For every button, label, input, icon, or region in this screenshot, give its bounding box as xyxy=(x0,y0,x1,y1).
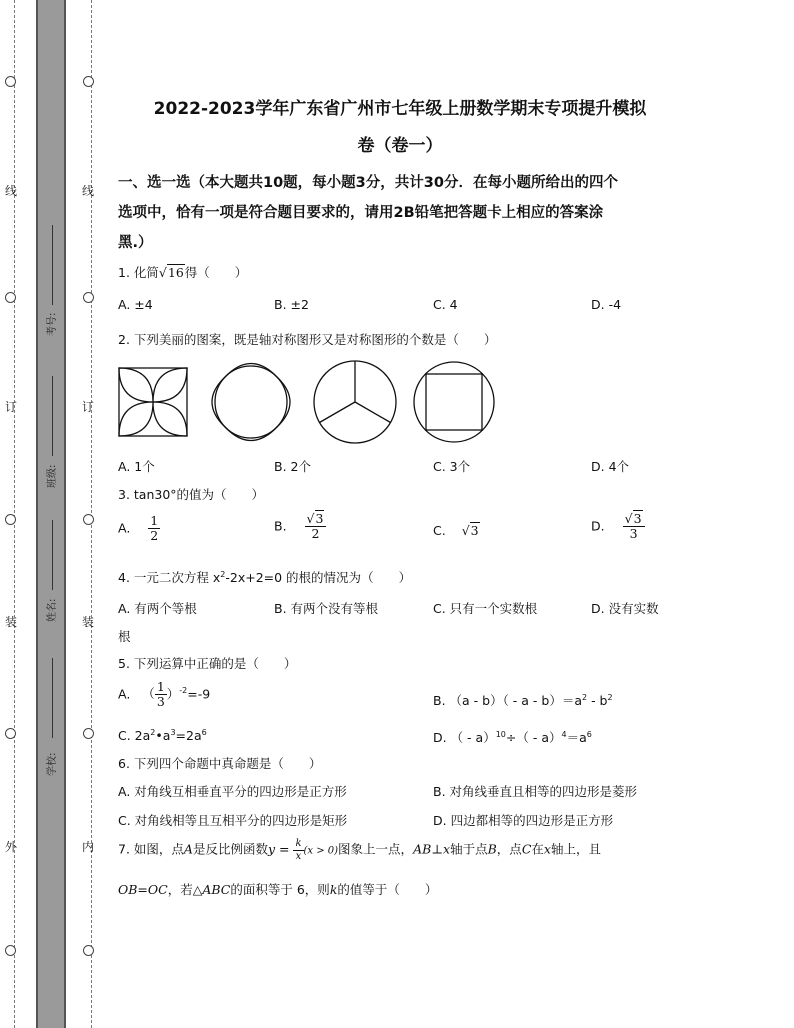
school-label: 学校: xyxy=(47,752,58,776)
binding-hole xyxy=(83,514,94,525)
option-c: C. $2a^2•a^3=2a^6$ xyxy=(118,728,207,744)
option-d: D. $\frac{√3}{3}$ xyxy=(591,512,645,542)
figure-square-petals xyxy=(119,368,187,436)
option-c: C. 对角线相等且互相平分的四边形是矩形 xyxy=(118,813,348,828)
section-heading: 选项中，恰有一项是符合题目要求的，请用2B铅笔把答题卡上相应的答案涂 xyxy=(118,205,604,221)
fraction: $\frac{k}{x}$ xyxy=(295,838,302,862)
question-2: 2. 下列美丽的图案，既是轴对称图形又是对称图形的个数是（ ） xyxy=(118,332,497,347)
inner-char: 订 xyxy=(82,400,95,414)
option-b: B. 对角线垂直且相等的四边形是菱形 xyxy=(433,784,638,799)
binding-hole xyxy=(5,76,16,87)
sqrt-expression: √3 xyxy=(461,523,479,538)
page-title: 2022-2023学年广东省广州市七年级上册数学期末专项提升模拟 xyxy=(153,99,647,119)
inner-char: 内 xyxy=(82,840,95,854)
section-heading: 一、选一选（本大题共10题，每小题3分，共计30分．在每小题所给出的四个 xyxy=(118,175,618,191)
question-4: 4. 一元二次方程 $x^2-2x+2=0$ 的根的情况为（ ） xyxy=(118,569,412,585)
figure-circle-thirds xyxy=(314,361,396,443)
option-d: D. 4个 xyxy=(591,459,630,474)
binding-hole xyxy=(83,945,94,956)
class-label: 班级: xyxy=(47,464,58,488)
option-b: B. $\frac{√3}{2}$ xyxy=(274,512,326,542)
option-c: C. √3 xyxy=(433,523,479,538)
figure-square-in-circle xyxy=(414,362,494,442)
exam-number-blank xyxy=(52,225,53,305)
question-7: 7. 如图，点A是反比例函数y = $\frac{k}{x}$ (x > 0)图象上一点，AB⊥x轴于点B，点C在x轴上，且 xyxy=(118,838,601,862)
option-a: A. $\frac{1}{2}$ xyxy=(118,513,159,544)
question-1: 1. 化简√16得（ ） xyxy=(118,265,248,280)
option-d: D. 四边都相等的四边形是正方形 xyxy=(433,813,614,828)
sqrt-expression: √16 xyxy=(158,265,184,280)
binding-band xyxy=(36,0,66,1028)
option-d: D. （ - $a)^{10}\div( - a)^4=a^6$ xyxy=(433,729,592,745)
option-b: B. 有两个没有等根 xyxy=(274,601,379,616)
exam-number-label: 考号: xyxy=(47,312,58,336)
inner-char: 装 xyxy=(82,615,95,629)
question-5: 5. 下列运算中正确的是（ ） xyxy=(118,656,297,671)
binding-hole xyxy=(83,292,94,303)
outer-char: 订 xyxy=(5,400,18,414)
outer-char: 装 xyxy=(5,615,18,629)
fraction: $\frac{1}{3}$ xyxy=(156,679,165,710)
option-c: C. 只有一个实数根 xyxy=(433,601,538,616)
outer-cut-line xyxy=(14,0,15,1028)
figure-circle-arcs xyxy=(212,364,290,441)
fraction: $\frac{1}{2}$ xyxy=(150,513,159,544)
fraction: $\frac{√3}{2}$ xyxy=(305,512,327,542)
option-a: A. ±4 xyxy=(118,297,153,312)
question-7-line2: OB=OC，若△ABC的面积等于 6，则k的值等于（ ） xyxy=(118,882,438,897)
option-a: A. （ $\frac{1}{3}$ ）$^{-2}$=-9 xyxy=(118,679,211,710)
option-a: A. 对角线互相垂直平分的四边形是正方形 xyxy=(118,784,347,799)
option-d: D. -4 xyxy=(591,297,622,312)
fraction: $\frac{√3}{3}$ xyxy=(623,512,645,542)
option-a: A. 1个 xyxy=(118,459,155,474)
name-label: 姓名: xyxy=(47,598,58,622)
option-a: A. 有两个等根 xyxy=(118,601,197,616)
option-d-wrap: 根 xyxy=(118,629,131,644)
binding-hole xyxy=(83,76,94,87)
section-heading: 黑.） xyxy=(118,235,153,251)
binding-hole xyxy=(5,514,16,525)
binding-hole xyxy=(83,728,94,739)
option-d: D. 没有实数 xyxy=(591,601,659,616)
binding-hole xyxy=(5,728,16,739)
school-blank xyxy=(52,658,53,738)
question-6: 6. 下列四个命题中真命题是（ ） xyxy=(118,756,322,771)
class-blank xyxy=(52,376,53,456)
option-b: B. 2个 xyxy=(274,459,311,474)
pattern-figures xyxy=(110,356,500,451)
page-title-line2: 卷（卷一） xyxy=(357,136,443,156)
outer-char: 外 xyxy=(5,840,18,854)
outer-char: 线 xyxy=(5,184,18,198)
binding-hole xyxy=(5,292,16,303)
option-c: C. 4 xyxy=(433,297,458,312)
inner-char: 线 xyxy=(82,184,95,198)
option-c: C. 3个 xyxy=(433,459,471,474)
name-blank xyxy=(52,520,53,590)
option-b: B. $(a - b)( - a - b)=a^2 - b^2$ xyxy=(433,692,613,708)
question-3: 3. tan30°的值为（ ） xyxy=(118,487,265,502)
option-b: B. ±2 xyxy=(274,297,309,312)
binding-hole xyxy=(5,945,16,956)
